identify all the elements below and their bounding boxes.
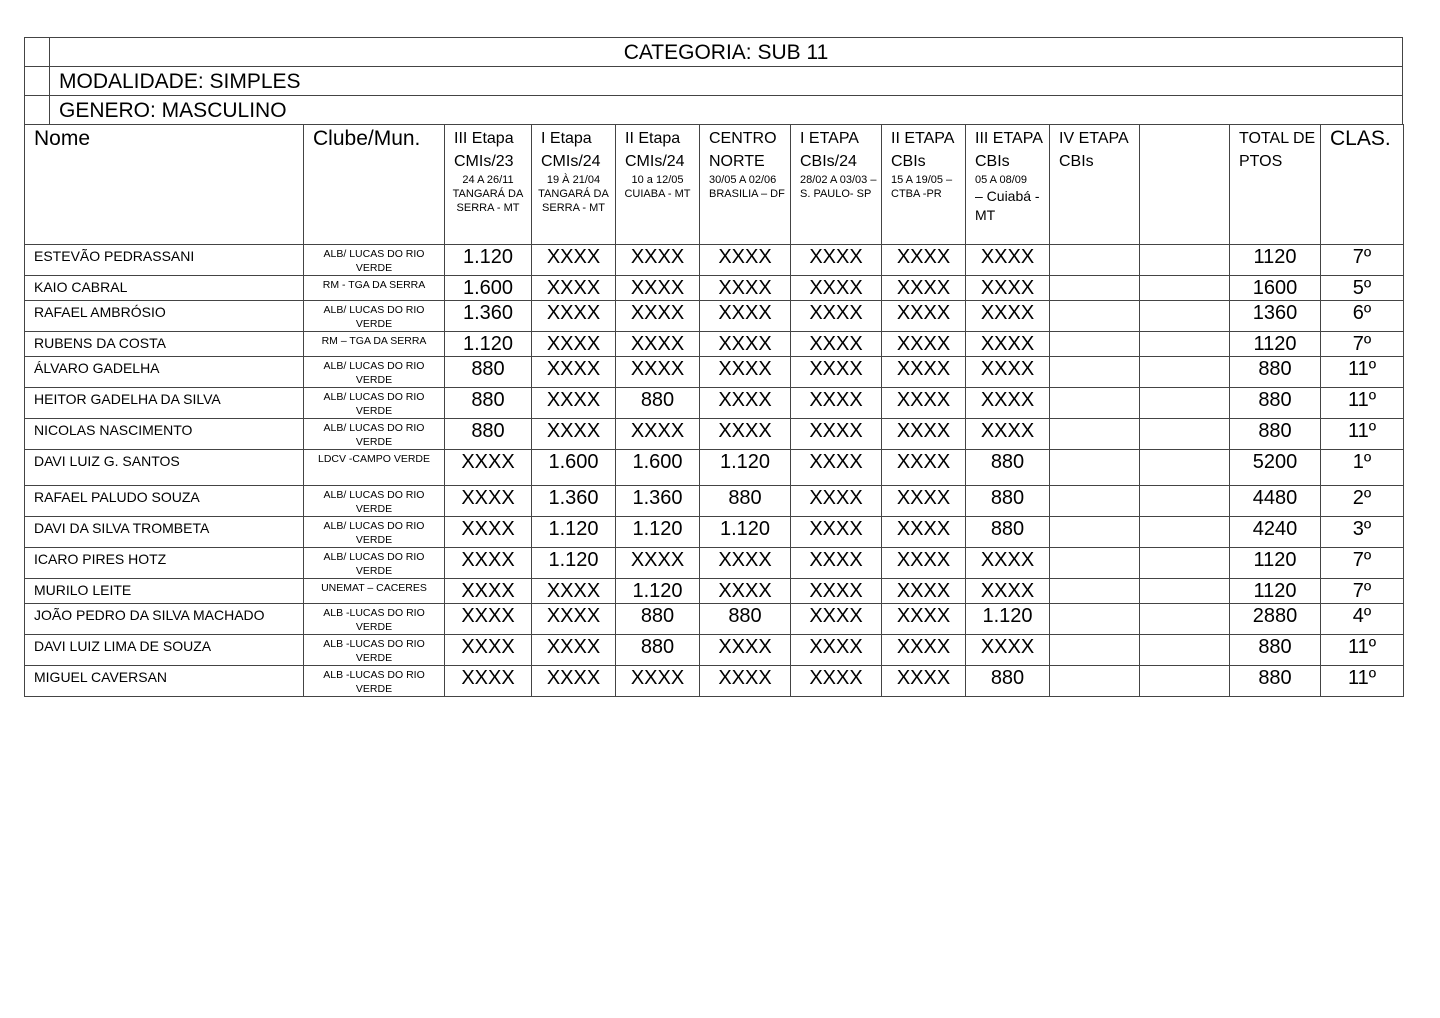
- stage-points: 1.120: [700, 517, 791, 548]
- stage-points: XXXX: [532, 388, 616, 419]
- stage-points: XXXX: [532, 579, 616, 604]
- stage-points: [1050, 419, 1140, 450]
- stage-points: 880: [966, 450, 1050, 486]
- stage-points: XXXX: [532, 332, 616, 357]
- header-genero-row: [24, 95, 1403, 124]
- stage-points: XXXX: [882, 548, 966, 579]
- stage-points: [1050, 276, 1140, 301]
- column-subtitle: 19 À 21/04 TANGARÁ DA SERRA - MT: [538, 174, 609, 214]
- stage-points: XXXX: [882, 517, 966, 548]
- total-points: 1600: [1230, 276, 1321, 301]
- total-points: 880: [1230, 357, 1321, 388]
- stage-points: 1.120: [966, 604, 1050, 635]
- stage-points: XXXX: [700, 388, 791, 419]
- stage-points: XXXX: [966, 332, 1050, 357]
- stage-points: XXXX: [445, 548, 532, 579]
- column-header-0: [25, 125, 304, 245]
- stage-points: 1.360: [616, 486, 700, 517]
- column-title: CLAS.: [1330, 127, 1391, 150]
- stage-points: XXXX: [532, 301, 616, 332]
- stage-points: 880: [616, 604, 700, 635]
- column-title: II ETAPA CBIs: [891, 130, 954, 170]
- stage-points: XXXX: [966, 357, 1050, 388]
- player-name: MURILO LEITE: [25, 579, 304, 604]
- categoria-title: CATEGORIA: SUB 11: [49, 37, 1403, 66]
- column-title: CENTRO NORTE: [709, 130, 777, 170]
- classification: 7º: [1321, 332, 1404, 357]
- stage-points: XXXX: [700, 301, 791, 332]
- player-name: RUBENS DA COSTA: [25, 332, 304, 357]
- stage-points: 1.360: [532, 486, 616, 517]
- classification: 1º: [1321, 450, 1404, 486]
- player-club: ALB/ LUCAS DO RIO VERDE: [304, 388, 445, 419]
- stage-points: [1050, 357, 1140, 388]
- stage-points: XXXX: [791, 517, 882, 548]
- total-points: 880: [1230, 666, 1321, 697]
- stage-points: XXXX: [882, 419, 966, 450]
- player-club: ALB/ LUCAS DO RIO VERDE: [304, 486, 445, 517]
- stage-points: XXXX: [882, 579, 966, 604]
- player-name: ÁLVARO GADELHA: [25, 357, 304, 388]
- stage-points: [1140, 419, 1230, 450]
- total-points: 1120: [1230, 245, 1321, 276]
- player-name: DAVI LUIZ G. SANTOS: [25, 450, 304, 486]
- total-points: 5200: [1230, 450, 1321, 486]
- stage-points: XXXX: [966, 635, 1050, 666]
- classification: 3º: [1321, 517, 1404, 548]
- stage-points: [1050, 666, 1140, 697]
- stage-points: XXXX: [700, 332, 791, 357]
- stage-points: 1.600: [616, 450, 700, 486]
- ranking-sheet: [24, 37, 1403, 697]
- total-points: 1120: [1230, 548, 1321, 579]
- table-row: [25, 332, 1404, 357]
- stage-points: [1050, 301, 1140, 332]
- table-row: [25, 604, 1404, 635]
- stage-points: [1050, 635, 1140, 666]
- total-points: 1120: [1230, 579, 1321, 604]
- player-name: MIGUEL CAVERSAN: [25, 666, 304, 697]
- stage-points: [1050, 486, 1140, 517]
- stage-points: XXXX: [532, 357, 616, 388]
- classification: 7º: [1321, 245, 1404, 276]
- stage-points: XXXX: [966, 276, 1050, 301]
- table-row: [25, 301, 1404, 332]
- classification: 11º: [1321, 419, 1404, 450]
- classification: 5º: [1321, 276, 1404, 301]
- classification: 2º: [1321, 486, 1404, 517]
- stage-points: XXXX: [445, 635, 532, 666]
- player-club: ALB/ LUCAS DO RIO VERDE: [304, 419, 445, 450]
- stage-points: [1050, 604, 1140, 635]
- stage-points: XXXX: [966, 419, 1050, 450]
- table-row: [25, 357, 1404, 388]
- stage-points: 880: [700, 604, 791, 635]
- column-subtitle: 15 A 19/05 – CTBA -PR: [891, 174, 953, 200]
- column-header-11: [1230, 125, 1321, 245]
- stage-points: [1140, 388, 1230, 419]
- player-name: HEITOR GADELHA DA SILVA: [25, 388, 304, 419]
- column-subtitle: 05 A 08/09: [975, 174, 1027, 186]
- player-club: ALB -LUCAS DO RIO VERDE: [304, 666, 445, 697]
- classification: 4º: [1321, 604, 1404, 635]
- stage-points: XXXX: [882, 486, 966, 517]
- column-header-5: [700, 125, 791, 245]
- stage-points: 880: [445, 357, 532, 388]
- classification: 11º: [1321, 357, 1404, 388]
- column-title: TOTAL DE PTOS: [1239, 130, 1316, 170]
- stage-points: XXXX: [532, 276, 616, 301]
- stage-points: XXXX: [700, 666, 791, 697]
- stage-points: XXXX: [532, 419, 616, 450]
- classification: 7º: [1321, 579, 1404, 604]
- stage-points: XXXX: [966, 548, 1050, 579]
- player-club: ALB/ LUCAS DO RIO VERDE: [304, 245, 445, 276]
- column-subtitle: 24 A 26/11 TANGARÁ DA SERRA - MT: [452, 174, 524, 214]
- stage-points: 1.120: [616, 579, 700, 604]
- stage-points: [1050, 388, 1140, 419]
- stage-points: 1.120: [445, 332, 532, 357]
- total-points: 880: [1230, 388, 1321, 419]
- column-title: III Etapa CMIs/23: [454, 130, 514, 170]
- stage-points: XXXX: [882, 357, 966, 388]
- stage-points: 1.360: [445, 301, 532, 332]
- table-row: [25, 245, 1404, 276]
- classification: 11º: [1321, 635, 1404, 666]
- stage-points: XXXX: [445, 604, 532, 635]
- stage-points: 880: [445, 419, 532, 450]
- total-points: 4240: [1230, 517, 1321, 548]
- stage-points: XXXX: [791, 579, 882, 604]
- stage-points: XXXX: [966, 245, 1050, 276]
- player-name: KAIO CABRAL: [25, 276, 304, 301]
- table-row: [25, 388, 1404, 419]
- player-name: NICOLAS NASCIMENTO: [25, 419, 304, 450]
- player-club: ALB/ LUCAS DO RIO VERDE: [304, 301, 445, 332]
- stage-points: [1140, 666, 1230, 697]
- stage-points: [1140, 579, 1230, 604]
- stage-points: [1050, 245, 1140, 276]
- stage-points: XXXX: [791, 245, 882, 276]
- stage-points: [1140, 635, 1230, 666]
- stage-points: 880: [966, 486, 1050, 517]
- stage-points: [1140, 245, 1230, 276]
- stage-points: XXXX: [966, 388, 1050, 419]
- stage-points: XXXX: [616, 357, 700, 388]
- column-subtitle: 30/05 A 02/06 BRASILIA – DF: [709, 174, 785, 200]
- stage-points: [1140, 486, 1230, 517]
- stage-points: [1140, 604, 1230, 635]
- stage-points: 1.120: [532, 548, 616, 579]
- stage-points: XXXX: [882, 301, 966, 332]
- stage-points: 880: [616, 388, 700, 419]
- stage-points: XXXX: [616, 419, 700, 450]
- stage-points: 1.120: [616, 517, 700, 548]
- table-row: [25, 450, 1404, 486]
- stage-points: [1050, 548, 1140, 579]
- column-subtitle: 10 a 12/05 CUIABA - MT: [624, 174, 691, 200]
- stage-points: XXXX: [616, 245, 700, 276]
- classification: 7º: [1321, 548, 1404, 579]
- player-name: JOÃO PEDRO DA SILVA MACHADO: [25, 604, 304, 635]
- stage-points: XXXX: [532, 604, 616, 635]
- stage-points: XXXX: [791, 548, 882, 579]
- table-row: [25, 579, 1404, 604]
- stage-points: XXXX: [791, 486, 882, 517]
- column-title: II Etapa CMIs/24: [625, 130, 685, 170]
- stage-points: XXXX: [966, 579, 1050, 604]
- column-title: III ETAPA CBIs: [975, 130, 1042, 170]
- stage-points: XXXX: [882, 388, 966, 419]
- stage-points: XXXX: [445, 666, 532, 697]
- stage-points: XXXX: [445, 450, 532, 486]
- stage-points: XXXX: [791, 301, 882, 332]
- stage-points: 880: [700, 486, 791, 517]
- total-points: 880: [1230, 635, 1321, 666]
- stage-points: 1.120: [445, 245, 532, 276]
- table-row: [25, 517, 1404, 548]
- player-club: ALB/ LUCAS DO RIO VERDE: [304, 517, 445, 548]
- stage-points: XXXX: [616, 276, 700, 301]
- table-row: [25, 548, 1404, 579]
- player-club: RM - TGA DA SERRA: [304, 276, 445, 301]
- column-header-9: [1050, 125, 1140, 245]
- classification: 11º: [1321, 666, 1404, 697]
- player-name: RAFAEL AMBRÓSIO: [25, 301, 304, 332]
- ranking-body: [25, 245, 1404, 697]
- column-header-row: [25, 125, 1404, 245]
- stage-points: XXXX: [791, 666, 882, 697]
- stage-points: [1050, 332, 1140, 357]
- stage-points: XXXX: [791, 276, 882, 301]
- stage-points: XXXX: [700, 276, 791, 301]
- stage-points: XXXX: [882, 666, 966, 697]
- stage-points: XXXX: [445, 517, 532, 548]
- column-header-2: [445, 125, 532, 245]
- stage-points: XXXX: [700, 245, 791, 276]
- stage-points: 1.120: [532, 517, 616, 548]
- column-header-7: [882, 125, 966, 245]
- stage-points: XXXX: [791, 388, 882, 419]
- total-points: 1360: [1230, 301, 1321, 332]
- player-name: DAVI LUIZ LIMA DE SOUZA: [25, 635, 304, 666]
- stage-points: XXXX: [791, 357, 882, 388]
- table-row: [25, 666, 1404, 697]
- table-row: [25, 635, 1404, 666]
- player-name: RAFAEL PALUDO SOUZA: [25, 486, 304, 517]
- classification: 11º: [1321, 388, 1404, 419]
- genero-label: GENERO: MASCULINO: [49, 95, 1403, 124]
- total-points: 4480: [1230, 486, 1321, 517]
- stage-points: XXXX: [791, 332, 882, 357]
- column-title: Clube/Mun.: [313, 127, 421, 150]
- stage-points: XXXX: [882, 245, 966, 276]
- stage-points: XXXX: [791, 604, 882, 635]
- stage-points: [1140, 276, 1230, 301]
- column-title: Nome: [34, 127, 91, 150]
- stage-points: XXXX: [616, 666, 700, 697]
- stage-points: 1.600: [445, 276, 532, 301]
- stage-points: [1140, 548, 1230, 579]
- header-modalidade-row: [24, 66, 1403, 95]
- player-club: ALB -LUCAS DO RIO VERDE: [304, 635, 445, 666]
- player-club: RM – TGA DA SERRA: [304, 332, 445, 357]
- modalidade-label: MODALIDADE: SIMPLES: [49, 66, 1403, 95]
- stage-points: 880: [616, 635, 700, 666]
- stage-points: XXXX: [532, 666, 616, 697]
- column-header-4: [616, 125, 700, 245]
- player-name: ESTEVÃO PEDRASSANI: [25, 245, 304, 276]
- stage-points: XXXX: [616, 332, 700, 357]
- player-club: ALB/ LUCAS DO RIO VERDE: [304, 357, 445, 388]
- stage-points: XXXX: [532, 245, 616, 276]
- stage-points: [1050, 517, 1140, 548]
- column-title: I ETAPA CBIs/24: [800, 130, 859, 170]
- stage-points: XXXX: [791, 450, 882, 486]
- stage-points: XXXX: [966, 301, 1050, 332]
- stage-points: 880: [966, 666, 1050, 697]
- stage-points: 1.600: [532, 450, 616, 486]
- stage-points: XXXX: [616, 301, 700, 332]
- total-points: 1120: [1230, 332, 1321, 357]
- stage-points: 1.120: [700, 450, 791, 486]
- ranking-table: [24, 124, 1404, 697]
- stage-points: XXXX: [700, 419, 791, 450]
- column-title: IV ETAPA CBIs: [1059, 130, 1128, 170]
- stage-points: XXXX: [882, 450, 966, 486]
- stage-points: XXXX: [445, 579, 532, 604]
- player-club: ALB -LUCAS DO RIO VERDE: [304, 604, 445, 635]
- stage-points: XXXX: [882, 332, 966, 357]
- stage-points: [1050, 450, 1140, 486]
- stage-points: XXXX: [700, 579, 791, 604]
- stage-points: XXXX: [532, 635, 616, 666]
- table-row: [25, 486, 1404, 517]
- player-club: UNEMAT – CACERES: [304, 579, 445, 604]
- stage-points: [1050, 579, 1140, 604]
- stage-points: XXXX: [700, 635, 791, 666]
- stage-points: 880: [445, 388, 532, 419]
- stage-points: [1140, 301, 1230, 332]
- table-row: [25, 419, 1404, 450]
- total-points: 880: [1230, 419, 1321, 450]
- column-header-1: [304, 125, 445, 245]
- column-header-3: [532, 125, 616, 245]
- classification: 6º: [1321, 301, 1404, 332]
- stage-points: XXXX: [445, 486, 532, 517]
- total-points: 2880: [1230, 604, 1321, 635]
- column-header-6: [791, 125, 882, 245]
- column-title: I Etapa CMIs/24: [541, 130, 601, 170]
- player-name: ICARO PIRES HOTZ: [25, 548, 304, 579]
- stage-points: XXXX: [700, 357, 791, 388]
- table-row: [25, 276, 1404, 301]
- player-club: ALB/ LUCAS DO RIO VERDE: [304, 548, 445, 579]
- column-header-10: [1140, 125, 1230, 245]
- stage-points: XXXX: [616, 548, 700, 579]
- stage-points: XXXX: [700, 548, 791, 579]
- column-subtitle: 28/02 A 03/03 – S. PAULO- SP: [800, 174, 877, 200]
- stage-points: 880: [966, 517, 1050, 548]
- stage-points: XXXX: [791, 419, 882, 450]
- column-subtitle-2: – Cuiabá - MT: [975, 188, 1040, 223]
- stage-points: XXXX: [791, 635, 882, 666]
- player-name: DAVI DA SILVA TROMBETA: [25, 517, 304, 548]
- stage-points: XXXX: [882, 276, 966, 301]
- player-club: LDCV -CAMPO VERDE: [304, 450, 445, 486]
- stage-points: XXXX: [882, 635, 966, 666]
- column-header-8: [966, 125, 1050, 245]
- stage-points: [1140, 517, 1230, 548]
- stage-points: XXXX: [882, 604, 966, 635]
- stage-points: [1140, 332, 1230, 357]
- column-header-12: [1321, 125, 1404, 245]
- stage-points: [1140, 357, 1230, 388]
- header-categoria-row: [24, 37, 1403, 66]
- stage-points: [1140, 450, 1230, 486]
